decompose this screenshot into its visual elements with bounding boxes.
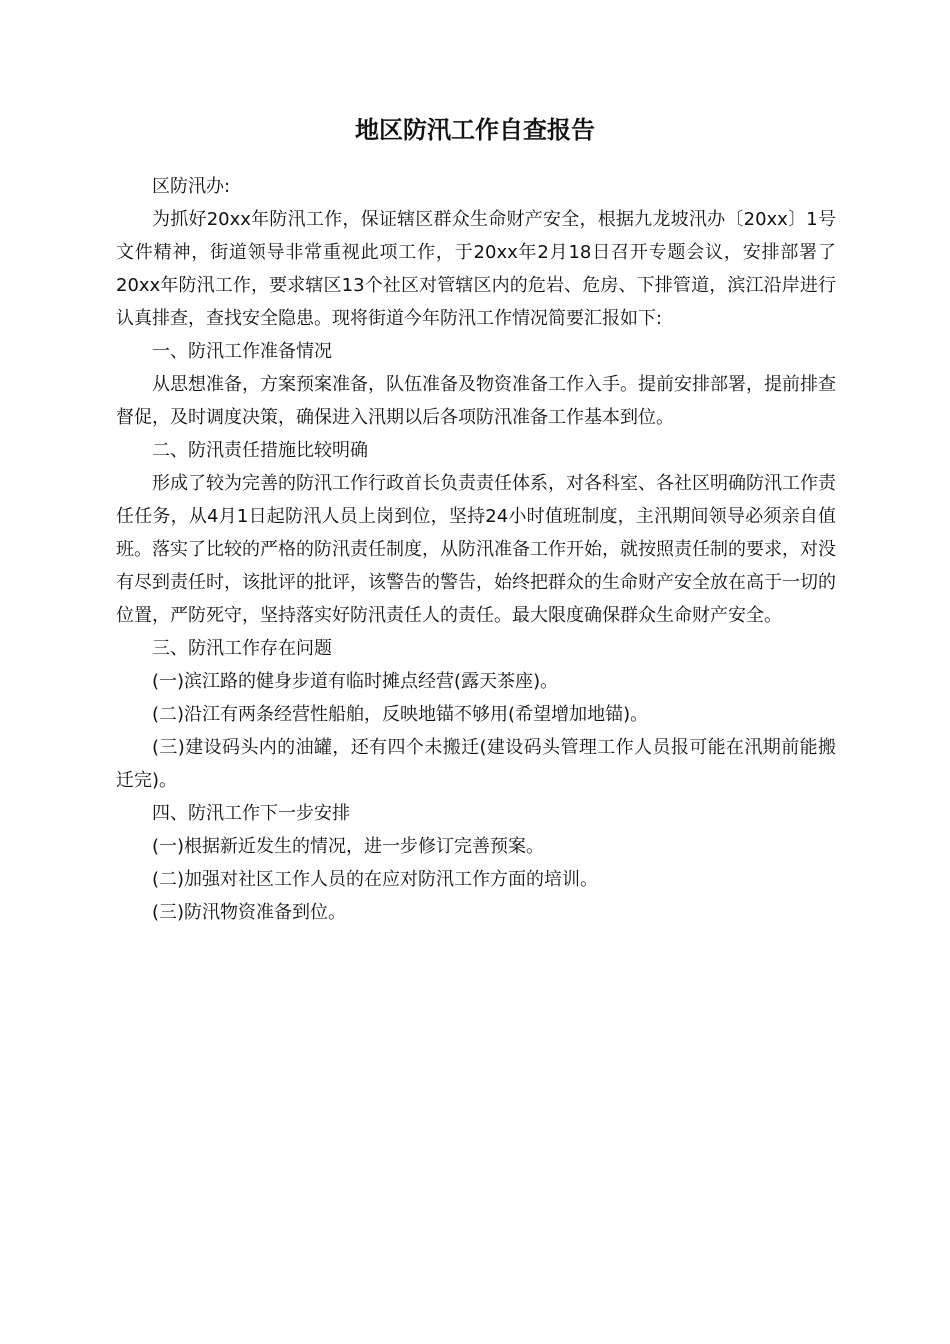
section-heading-1: 一、防汛工作准备情况 xyxy=(152,341,332,362)
section-paragraph-2: 形成了较为完善的防汛工作行政首长负责责任体系，对各科室、各社区明确防汛工作责任任务，从4月1日起防汛人员上岗到位，坚持24小时值班制度，主汛期间领导必须亲自值班。落实了比较的严格的防汛责任制度，从防汛准备工作开始，就按照责任制的要求，对没有尽到责任时，该批评的批评，该警告的警告，始终把群众的生命财产安全放在高于一切的位置，严防死守，坚持落实好防汛责任人的责任。最大限度确保群众生命财产安全。 xyxy=(116,473,836,626)
document-body xyxy=(116,170,836,929)
intro-paragraph: 为抓好20xx年防汛工作，保证辖区群众生命财产安全，根据九龙坡汛办〔20xx〕1号文件精神，街道领导非常重视此项工作，于20xx年2月18日召开专题会议，安排部署了20xx年防汛工作，要求辖区13个社区对管辖区内的危岩、危房、下排管道，滨江沿岸进行认真排查，查找安全隐患。现将街道今年防汛工作情况简要汇报如下: xyxy=(116,209,836,329)
plan-item-3: (三)防汛物资准备到位。 xyxy=(152,902,347,923)
section-paragraph-1: 从思想准备，方案预案准备，队伍准备及物资准备工作入手。提前安排部署，提前排查督促，及时调度决策，确保进入汛期以后各项防汛准备工作基本到位。 xyxy=(116,374,836,428)
plan-item-1: (一)根据新近发生的情况，进一步修订完善预案。 xyxy=(152,836,545,857)
issue-item-1: (一)滨江路的健身步道有临时摊点经营(露天茶座)。 xyxy=(152,671,559,692)
section-heading-2: 二、防汛责任措施比较明确 xyxy=(152,440,368,461)
section-heading-3: 三、防汛工作存在问题 xyxy=(152,638,332,659)
section-heading-4: 四、防汛工作下一步安排 xyxy=(152,803,350,824)
salutation: 区防汛办: xyxy=(152,176,231,197)
plan-item-2: (二)加强对社区工作人员的在应对防汛工作方面的培训。 xyxy=(152,869,599,890)
issue-item-2: (二)沿江有两条经营性船舶，反映地锚不够用(希望增加地锚)。 xyxy=(152,704,649,725)
document-title: 地区防汛工作自查报告 xyxy=(355,116,595,144)
issue-item-3: (三)建设码头内的油罐，还有四个未搬迁(建设码头管理工作人员报可能在汛期前能搬迁完)。 xyxy=(116,737,836,791)
